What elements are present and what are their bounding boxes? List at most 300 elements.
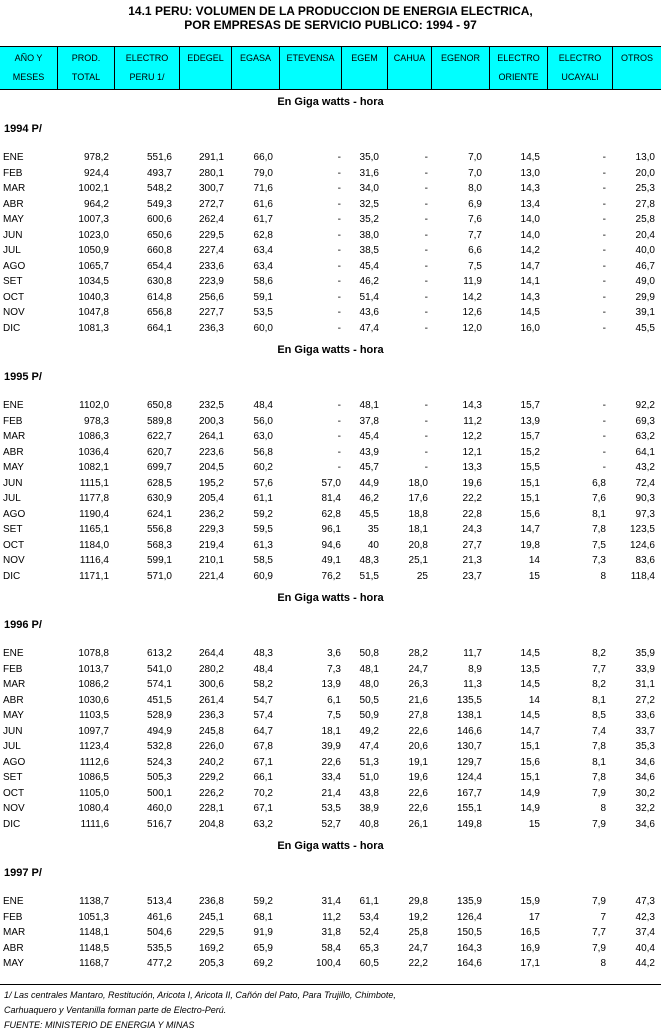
- month-cell: ENE: [3, 896, 24, 907]
- value-cell: 574,1: [146, 679, 172, 690]
- value-cell: 19,6: [462, 477, 482, 489]
- value-cell: 45,4: [359, 431, 379, 442]
- table-row: [0, 524, 661, 540]
- value-cell: 34,6: [635, 756, 655, 768]
- value-cell: 25,3: [635, 183, 655, 194]
- value-cell: 30,2: [635, 787, 655, 799]
- value-cell: 219,4: [198, 539, 224, 551]
- value-cell: 15: [528, 570, 540, 582]
- value-cell: 236,3: [198, 322, 224, 334]
- value-cell: 1148,1: [79, 927, 109, 938]
- value-cell: -: [337, 431, 341, 442]
- value-cell: 7,9: [592, 896, 606, 907]
- table-row: [0, 757, 661, 773]
- value-cell: -: [337, 214, 341, 225]
- value-cell: 91,9: [253, 927, 273, 938]
- value-cell: 1165,1: [79, 524, 109, 535]
- value-cell: 59,5: [253, 524, 273, 535]
- value-cell: 245,8: [198, 725, 224, 737]
- value-cell: 123,5: [629, 524, 655, 535]
- value-cell: -: [602, 198, 606, 210]
- table-row: [0, 478, 661, 494]
- month-cell: AGO: [3, 260, 26, 272]
- value-cell: 47,4: [359, 322, 379, 334]
- value-cell: 21,3: [462, 555, 482, 566]
- table-row: [0, 803, 661, 819]
- value-cell: 451,5: [146, 694, 172, 706]
- column-header-line1: OTROS: [620, 53, 653, 63]
- value-cell: 71,6: [253, 183, 273, 194]
- value-cell: -: [337, 322, 341, 334]
- value-cell: 11,2: [322, 911, 341, 923]
- value-cell: 1116,4: [79, 555, 109, 566]
- table-row: [0, 648, 661, 664]
- column-header-10: [547, 47, 612, 89]
- table-row: [0, 943, 661, 959]
- table-row: [0, 493, 661, 509]
- value-cell: 43,8: [359, 787, 379, 799]
- value-cell: 6,6: [468, 245, 482, 256]
- value-cell: 14,2: [520, 245, 540, 256]
- value-cell: 135,5: [456, 694, 482, 706]
- value-cell: 571,0: [146, 570, 172, 582]
- value-cell: 291,1: [198, 152, 224, 163]
- value-cell: 63,4: [253, 245, 273, 256]
- value-cell: 300,7: [198, 183, 224, 194]
- month-cell: ABR: [3, 198, 24, 210]
- value-cell: 504,6: [146, 927, 172, 938]
- month-cell: JUL: [3, 741, 21, 752]
- month-cell: ENE: [3, 400, 24, 411]
- value-cell: 60,2: [253, 462, 273, 473]
- footnote-line1: 1/ Las centrales Mantaro, Restitución, Aricota I, Aricota II, Cañón del Pato, Para Trujillo, Chimbote,: [4, 990, 396, 1000]
- value-cell: 11,9: [463, 276, 482, 287]
- value-cell: 44,9: [359, 477, 379, 489]
- month-cell: DIC: [3, 818, 21, 830]
- value-cell: 7,5: [468, 260, 482, 272]
- value-cell: 535,5: [146, 942, 172, 954]
- value-cell: 60,0: [253, 322, 273, 334]
- value-cell: 15: [528, 818, 540, 830]
- source-note: FUENTE: MINISTERIO DE ENERGIA Y MINAS: [4, 1020, 195, 1030]
- column-header-line2: TOTAL: [71, 72, 101, 82]
- value-cell: 205,4: [198, 493, 224, 504]
- value-cell: 164,3: [456, 942, 482, 954]
- value-cell: 13,0: [635, 152, 655, 163]
- value-cell: 236,8: [198, 896, 224, 907]
- value-cell: 7,5: [592, 539, 606, 551]
- value-cell: -: [424, 462, 428, 473]
- column-header-2: [114, 47, 179, 89]
- value-cell: 650,8: [146, 400, 172, 411]
- value-cell: 124,4: [456, 772, 482, 783]
- value-cell: 7,8: [592, 772, 606, 783]
- value-cell: -: [424, 431, 428, 442]
- value-cell: 656,8: [146, 307, 172, 318]
- value-cell: 264,1: [198, 431, 224, 442]
- value-cell: 232,5: [198, 400, 224, 411]
- value-cell: 477,2: [146, 958, 172, 969]
- value-cell: -: [602, 415, 606, 427]
- value-cell: 229,2: [198, 772, 224, 783]
- value-cell: -: [337, 245, 341, 256]
- month-cell: NOV: [3, 803, 25, 814]
- value-cell: 22,2: [408, 958, 428, 969]
- value-cell: -: [424, 229, 428, 241]
- value-cell: -: [424, 307, 428, 318]
- value-cell: 94,6: [321, 539, 341, 551]
- value-cell: 14,7: [520, 725, 540, 737]
- value-cell: 1105,0: [79, 787, 109, 799]
- value-cell: -: [602, 276, 606, 287]
- month-cell: FEB: [3, 415, 23, 427]
- value-cell: 50,5: [359, 694, 379, 706]
- value-cell: 43,9: [359, 446, 379, 458]
- value-cell: 227,4: [198, 245, 224, 256]
- value-cell: 40: [367, 539, 379, 551]
- value-cell: -: [602, 431, 606, 442]
- value-cell: 17,6: [408, 493, 428, 504]
- value-cell: 53,5: [253, 307, 273, 318]
- value-cell: 58,4: [321, 942, 341, 954]
- value-cell: 60,5: [359, 958, 379, 969]
- value-cell: -: [337, 307, 341, 318]
- column-header-3: [179, 47, 231, 89]
- value-cell: 81,4: [321, 493, 341, 504]
- value-cell: 8,2: [592, 679, 606, 690]
- value-cell: 14,0: [520, 214, 540, 225]
- value-cell: 15,6: [520, 756, 540, 768]
- value-cell: -: [337, 229, 341, 241]
- value-cell: 240,2: [198, 756, 224, 768]
- value-cell: 130,7: [456, 741, 482, 752]
- value-cell: 34,6: [635, 772, 655, 783]
- value-cell: 924,4: [83, 167, 109, 179]
- table-row: [0, 896, 661, 912]
- value-cell: 40,8: [359, 818, 379, 830]
- value-cell: 34,6: [635, 818, 655, 830]
- value-cell: 551,6: [146, 152, 172, 163]
- value-cell: 61,1: [359, 896, 379, 907]
- table-row: [0, 245, 661, 261]
- value-cell: 27,7: [462, 539, 482, 551]
- value-cell: -: [424, 214, 428, 225]
- value-cell: 236,3: [198, 710, 224, 721]
- value-cell: 223,6: [198, 446, 224, 458]
- value-cell: 1177,8: [79, 493, 109, 504]
- value-cell: 67,1: [253, 756, 273, 768]
- value-cell: 25,1: [408, 555, 428, 566]
- value-cell: 589,8: [146, 415, 172, 427]
- value-cell: 14,5: [520, 648, 540, 659]
- value-cell: 14,3: [462, 400, 482, 411]
- value-cell: 18,1: [408, 524, 428, 535]
- value-cell: 500,1: [146, 787, 172, 799]
- column-header-line1: ELECTRO: [497, 53, 540, 63]
- value-cell: 26,3: [408, 679, 428, 690]
- value-cell: 61,6: [253, 198, 273, 210]
- value-cell: 7,6: [592, 493, 606, 504]
- value-cell: 27,2: [635, 694, 655, 706]
- value-cell: 6,9: [468, 198, 482, 210]
- value-cell: 227,7: [198, 307, 224, 318]
- table-row: [0, 571, 661, 587]
- month-cell: MAR: [3, 183, 26, 194]
- value-cell: 210,1: [198, 555, 224, 566]
- value-cell: 280,1: [198, 167, 224, 179]
- value-cell: 46,7: [635, 260, 655, 272]
- column-header-1: [57, 47, 114, 89]
- value-cell: 45,7: [359, 462, 379, 473]
- table-row: [0, 152, 661, 168]
- value-cell: 51,3: [359, 756, 379, 768]
- value-cell: 68,1: [253, 911, 273, 923]
- value-cell: 38,5: [359, 245, 379, 256]
- value-cell: 67,8: [253, 741, 273, 752]
- value-cell: 11,7: [463, 648, 482, 659]
- value-cell: 32,5: [359, 198, 379, 210]
- value-cell: 221,4: [198, 570, 224, 582]
- value-cell: 516,7: [146, 818, 172, 830]
- value-cell: -: [602, 245, 606, 256]
- month-cell: MAR: [3, 431, 26, 442]
- value-cell: -: [337, 167, 341, 179]
- value-cell: 3,6: [327, 648, 341, 659]
- value-cell: 622,7: [146, 431, 172, 442]
- value-cell: 1030,6: [78, 694, 109, 706]
- value-cell: 164,6: [456, 958, 482, 969]
- table-row: [0, 710, 661, 726]
- value-cell: 33,4: [321, 772, 341, 783]
- table-row: [0, 230, 661, 246]
- value-cell: 13,3: [462, 462, 482, 473]
- value-cell: 70,2: [253, 787, 273, 799]
- value-cell: 48,1: [359, 663, 379, 675]
- value-cell: 50,8: [359, 648, 379, 659]
- value-cell: 7,0: [468, 167, 482, 179]
- value-cell: 35,9: [635, 648, 655, 659]
- value-cell: 228,1: [198, 803, 224, 814]
- value-cell: 549,3: [146, 198, 172, 210]
- value-cell: 205,3: [198, 958, 224, 969]
- value-cell: 660,8: [146, 245, 172, 256]
- value-cell: 51,4: [359, 291, 379, 303]
- column-header-11: [612, 47, 661, 89]
- month-cell: MAY: [3, 462, 24, 473]
- value-cell: 100,4: [315, 958, 341, 969]
- table-row: [0, 679, 661, 695]
- column-header-8: [431, 47, 489, 89]
- value-cell: 229,5: [198, 927, 224, 938]
- value-cell: 460,0: [146, 803, 172, 814]
- value-cell: 25: [416, 570, 428, 582]
- value-cell: 35,0: [359, 152, 379, 163]
- value-cell: -: [602, 183, 606, 194]
- value-cell: 541,0: [146, 663, 172, 675]
- value-cell: 19,6: [408, 772, 428, 783]
- value-cell: 300,6: [198, 679, 224, 690]
- value-cell: 69,3: [635, 415, 655, 427]
- value-cell: 65,3: [359, 942, 379, 954]
- value-cell: 150,5: [456, 927, 482, 938]
- value-cell: -: [602, 400, 606, 411]
- unit-label: En Giga watts - hora: [277, 96, 384, 108]
- column-header-5: [279, 47, 341, 89]
- value-cell: 7,5: [327, 710, 341, 721]
- column-header-line1: EGEM: [351, 53, 378, 63]
- table-row: [0, 741, 661, 757]
- column-header-line1: EGASA: [239, 53, 271, 63]
- value-cell: 13,9: [321, 679, 341, 690]
- table-row: [0, 788, 661, 804]
- value-cell: 62,8: [253, 229, 273, 241]
- value-cell: -: [424, 183, 428, 194]
- value-cell: 27,8: [408, 710, 428, 721]
- value-cell: 1148,5: [79, 942, 109, 954]
- column-header-7: [387, 47, 431, 89]
- value-cell: 1097,7: [78, 725, 109, 737]
- value-cell: 57,4: [253, 710, 273, 721]
- value-cell: 14,5: [520, 307, 540, 318]
- value-cell: 96,1: [321, 524, 341, 535]
- value-cell: 1112,6: [79, 756, 109, 768]
- value-cell: 31,4: [321, 896, 341, 907]
- column-header-6: [341, 47, 387, 89]
- value-cell: 17: [528, 911, 540, 923]
- value-cell: 15,7: [520, 431, 540, 442]
- month-cell: JUN: [3, 229, 23, 241]
- value-cell: 65,9: [253, 942, 273, 954]
- value-cell: 26,1: [408, 818, 428, 830]
- value-cell: 138,1: [456, 710, 482, 721]
- column-header-line1: EGENOR: [440, 53, 480, 63]
- value-cell: 556,8: [146, 524, 172, 535]
- value-cell: 204,8: [198, 818, 224, 830]
- value-cell: 1086,2: [78, 679, 109, 690]
- value-cell: 50,9: [359, 710, 379, 721]
- value-cell: 39,1: [635, 307, 655, 318]
- month-cell: FEB: [3, 663, 23, 675]
- value-cell: 229,5: [198, 229, 224, 241]
- value-cell: -: [602, 167, 606, 179]
- value-cell: 14,3: [520, 183, 540, 194]
- value-cell: 15,1: [520, 477, 540, 489]
- column-header-line1: ELECTRO: [125, 53, 169, 63]
- value-cell: 24,7: [408, 663, 428, 675]
- table-row: [0, 912, 661, 928]
- value-cell: 223,9: [198, 276, 224, 287]
- value-cell: 29,8: [408, 896, 428, 907]
- value-cell: 226,0: [198, 741, 224, 752]
- value-cell: 1086,5: [78, 772, 109, 783]
- value-cell: 25,8: [635, 214, 655, 225]
- value-cell: 63,4: [253, 260, 273, 272]
- value-cell: 33,6: [635, 710, 655, 721]
- value-cell: 48,1: [359, 400, 379, 411]
- table-title-line1: 14.1 PERU: VOLUMEN DE LA PRODUCCION DE ENERGIA ELECTRICA,: [128, 4, 533, 18]
- value-cell: 599,1: [146, 555, 172, 566]
- value-cell: 7,0: [468, 152, 482, 163]
- value-cell: 630,8: [146, 276, 172, 287]
- unit-label: En Giga watts - hora: [277, 840, 384, 852]
- month-cell: MAY: [3, 214, 24, 225]
- value-cell: 31,1: [635, 679, 655, 690]
- value-cell: 1168,7: [79, 958, 109, 969]
- table-row: [0, 168, 661, 184]
- value-cell: -: [602, 152, 606, 163]
- value-cell: -: [424, 322, 428, 334]
- value-cell: 200,3: [198, 415, 224, 427]
- table-row: [0, 431, 661, 447]
- value-cell: 7: [600, 911, 606, 923]
- value-cell: 8: [600, 958, 606, 969]
- value-cell: 614,8: [146, 291, 172, 303]
- value-cell: 7,9: [592, 818, 606, 830]
- column-header-0: [0, 47, 57, 89]
- year-heading: 1994 P/: [4, 123, 42, 135]
- value-cell: 7,7: [592, 927, 606, 938]
- value-cell: -: [424, 276, 428, 287]
- column-header-4: [231, 47, 279, 89]
- value-cell: 7,3: [592, 555, 606, 566]
- value-cell: -: [337, 198, 341, 210]
- value-cell: 54,7: [253, 694, 273, 706]
- value-cell: 1080,4: [78, 803, 109, 814]
- value-cell: 505,3: [146, 772, 172, 783]
- value-cell: 494,9: [146, 725, 172, 737]
- value-cell: 650,6: [146, 229, 172, 241]
- value-cell: 66,1: [253, 772, 273, 783]
- value-cell: 15,1: [520, 741, 540, 752]
- value-cell: 14,7: [520, 524, 540, 535]
- value-cell: 493,7: [146, 167, 172, 179]
- value-cell: 24,7: [408, 942, 428, 954]
- column-header-line1: CAHUA: [393, 53, 426, 63]
- value-cell: 92,2: [635, 400, 655, 411]
- table-row: [0, 276, 661, 292]
- value-cell: 57,0: [321, 477, 341, 489]
- value-cell: 8,9: [468, 663, 482, 675]
- table-row: [0, 447, 661, 463]
- value-cell: 12,6: [462, 307, 482, 318]
- table-row: [0, 819, 661, 835]
- month-cell: SET: [3, 524, 23, 535]
- value-cell: 42,3: [635, 911, 655, 923]
- value-cell: 62,8: [321, 508, 341, 520]
- value-cell: 613,2: [146, 648, 172, 659]
- value-cell: 56,0: [253, 415, 273, 427]
- month-cell: AGO: [3, 756, 26, 768]
- value-cell: 654,4: [146, 260, 172, 272]
- value-cell: 1078,8: [78, 648, 109, 659]
- value-cell: 8,5: [592, 710, 606, 721]
- value-cell: 8: [600, 803, 606, 814]
- column-header-line1: AÑO Y: [14, 53, 43, 63]
- value-cell: 56,8: [253, 446, 273, 458]
- table-row: [0, 323, 661, 339]
- value-cell: -: [602, 446, 606, 458]
- value-cell: 167,7: [456, 787, 482, 799]
- value-cell: -: [602, 291, 606, 303]
- value-cell: 38,9: [359, 803, 379, 814]
- value-cell: 61,1: [253, 493, 273, 504]
- value-cell: 8,1: [592, 756, 606, 768]
- value-cell: 39,9: [321, 741, 341, 752]
- value-cell: 45,5: [635, 322, 655, 334]
- value-cell: 1103,5: [79, 710, 109, 721]
- value-cell: 67,1: [253, 803, 273, 814]
- value-cell: 63,2: [253, 818, 273, 830]
